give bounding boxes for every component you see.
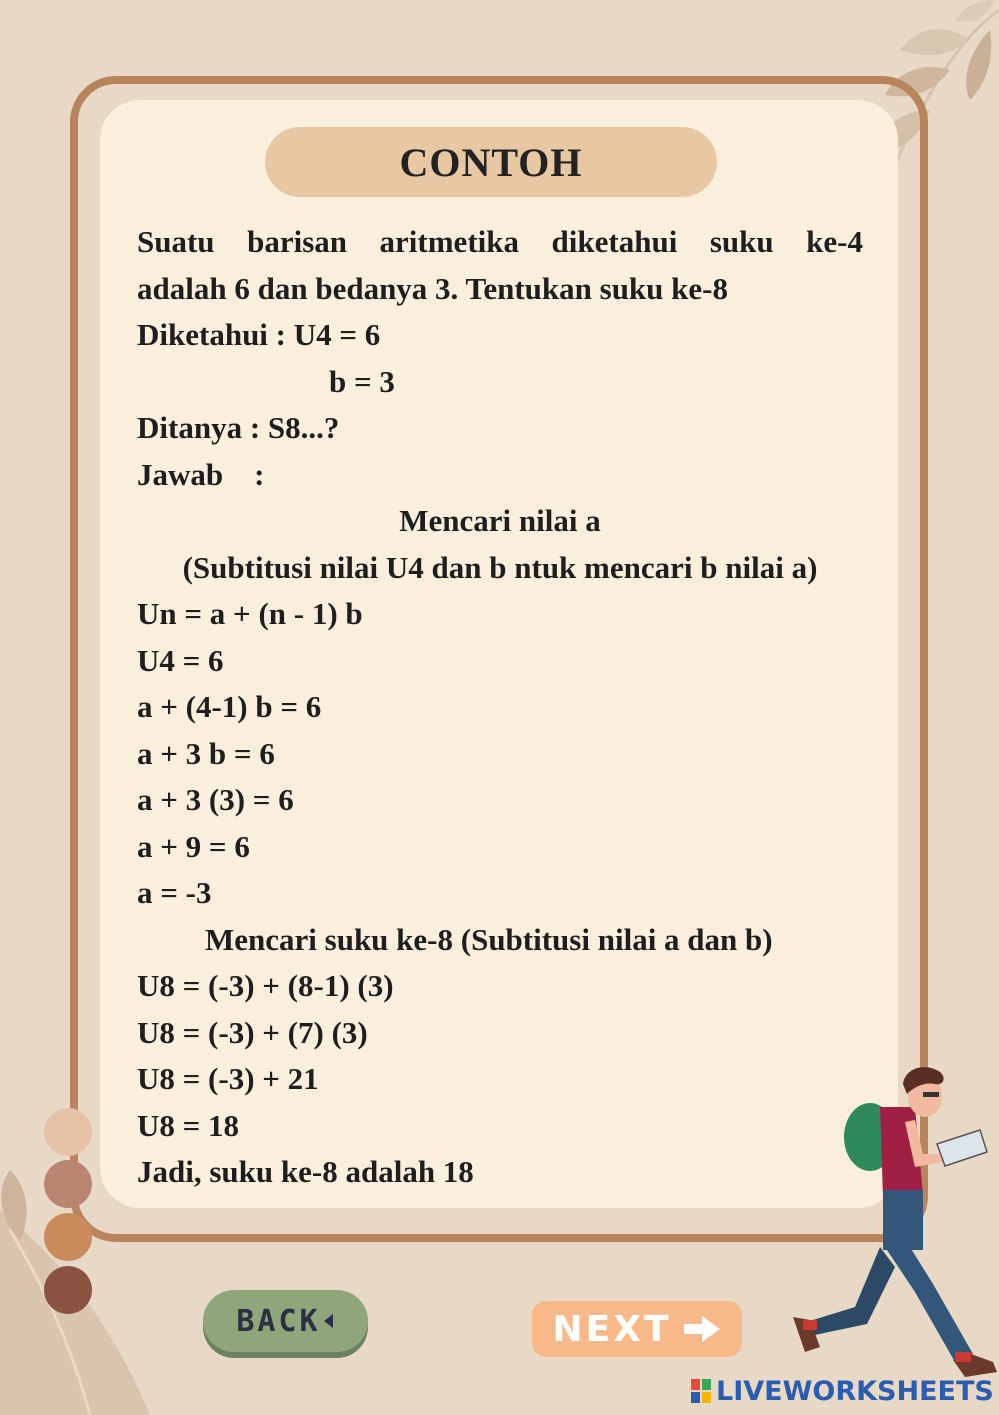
caret-left-icon [321,1311,335,1331]
liveworksheets-logo-icon [690,1378,712,1404]
back-button[interactable] [203,1290,368,1352]
known-u4: Diketahui : U4 = 6 [137,317,381,352]
next-button[interactable] [532,1301,742,1357]
asked: Ditanya : S8...? [137,410,340,445]
step-heading-find-u8: Mencari suku ke-8 (Subtitusi nilai a dan b) [205,921,773,957]
next-button-label: NEXT [552,1308,672,1350]
calc-line: U8 = (-3) + (8-1) (3) [137,968,394,1003]
decor-dot-4 [44,1266,92,1314]
calc-line: a + 3 b = 6 [137,735,275,771]
answer-label: Jawab : [137,456,265,492]
formula-line: Un = a + (n - 1) b [137,596,363,631]
liveworksheets-watermark [690,1373,994,1409]
calc-line: a + (4-1) b = 6 [137,689,322,724]
arrow-right-icon [682,1313,722,1345]
calc-line: U8 = (-3) + (7) (3) [137,1014,368,1050]
calc-line: U4 = 6 [137,642,224,678]
student-reading-illustration [775,1062,999,1382]
calc-line: a + 9 = 6 [137,828,250,864]
step-heading-find-a: Mencari nilai a [399,503,601,538]
example-content [137,219,863,1196]
calc-line: U8 = (-3) + 21 [137,1061,319,1096]
problem-line-1: Suatu barisan aritmetika diketahui suku ke-4 [137,224,863,259]
watermark-text: LIVEWORKSHEETS [716,1375,994,1407]
calc-line: a + 3 (3) = 6 [137,782,294,817]
decor-dot-1 [44,1108,92,1156]
problem-line-2: adalah 6 dan bedanya 3. Tentukan suku ke-8 [137,270,728,306]
step-subheading-find-a: (Subtitusi nilai U4 dan b ntuk mencari b nilai a) [182,549,818,585]
decor-dot-3 [44,1213,92,1261]
page-title: CONTOH [265,127,717,197]
known-b: b = 3 [329,363,395,399]
calc-line: a = -3 [137,875,212,910]
conclusion-line: Jadi, suku ke-8 adalah 18 [137,1154,474,1189]
calc-line: U8 = 18 [137,1107,240,1143]
decor-dot-2 [44,1160,92,1208]
back-button-label: BACK [236,1303,321,1339]
